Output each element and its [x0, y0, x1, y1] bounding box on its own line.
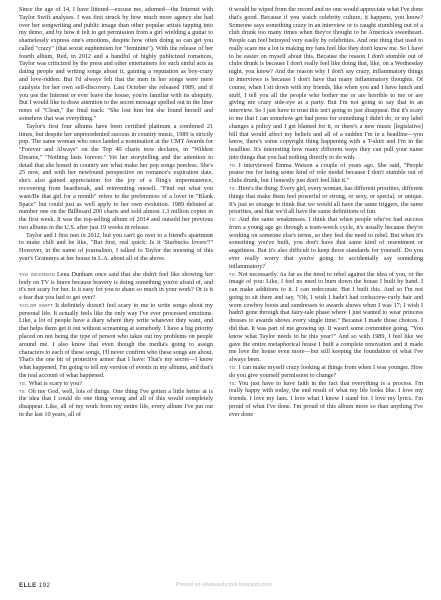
speaker-label: TG: — [229, 364, 237, 370]
question — [19, 380, 213, 388]
answer — [229, 185, 423, 216]
speaker-label: TG: — [229, 162, 237, 168]
question-text: I can make myself crazy looking at things from when I was younger. How do you give yourself permission to change? — [229, 363, 423, 379]
question-text: I interviewed Emma Watson a couple of years ago. She said, "People praise me for being some kind of role model because I don't stumble out of clubs drunk, but I honestly just don't feel like it." — [229, 161, 423, 185]
body-paragraph: Taylor's first four albums have been certified platinum a combined 21 times, but despite her unprecedented success in country music, 1989 is strictly pop. The same woman who once landed a nomination at the CMT Awards for "Forever and Always" on the Top 40 charts now declares, in "Wildest Dreams," "Nothing lasts forever." Yet her storytelling and the attention to detail that she honed in country are what make her pop songs peerless. She's 25 now, and with her newfound perspective on romance's expiration date, she's also gained appreciation for the joy of a fling's impermanence, recovering from heartbreak, and reinventing oneself. "Find out what you want/Be that girl for a month" refers to the preferences of a lover in "Blank Space" but could just as well apply to her own evolution. 1989 debuted at number one on the Billboard 200 charts and sold almost 1.3 million copies in the first week. It was the top-selling album of 2014 and outsold her previous two albums in the U.S. after just 19 weeks in release. — [19, 122, 213, 231]
question — [229, 162, 423, 185]
page-folio — [19, 582, 50, 589]
answer-text: It definitely doesn't feel scary to me to write songs about my personal life. It actually feels like the only way I've ever processed emotions. Like, a lot of people have a diary where they write whatever they want, and that helps them get it out without screaming at somebody. I have a big priority placed on not being the type of person who takes out my problems on people around me. I also know that even though the media's going to assign characters to each of these songs, I'll never confirm who these songs are about. That's the one bit of protective armor that I have: That's my secret—I know what happened, I'm going to tell my version of events in my albums, and that's the real account of what happened. — [19, 301, 213, 379]
speaker-label: TAVI GEVINSON — [19, 271, 55, 277]
speaker-label: TS: — [19, 388, 27, 394]
answer-continued: it would be wiped from the record and no one would appreciate what I've done that's good. Because if you watch celebrity culture, it happens, you know? Someone says something crazy in an interview or is caught stumbling out of a club drunk too many times when they're thought to be America's sweetheart. People can feel betrayed very easily by celebrities. And one thing that used to really scare me a lot is making my fans feel like they don't know me. So I have to be easier on myself about this. Because the reason I don't stumble out of clubs drunk is because I don't really feel like doing that, like, on a Wednesday night, you know? And the reason why I don't say crazy, inflammatory things in interviews is because I don't have that many inflammatory thoughts. Of course, when I sit down with my friends, like when you and I have lunch and stuff, I tell you all the people who bother me or are horrible to me or are giving me crazy side-eye at a party. But I'm not going to say that in an interview. So I just have to trust this isn't going to just disappear. But it's scary to me that I can somehow get bad press for something I didn't do, or my label changes a policy and I get blamed for it, or there's a new music [legislative] bill that would affect my beliefs and all of a sudden I'm in a headline—you know, there's some copyright thing happening with a T-shirt and I'm in the headline. It's interesting how many different ways they can pull your name into things that you had nothing directly to do with. — [229, 6, 423, 161]
watermark: Posted on ellebeautyclub.blogspot.com — [176, 582, 272, 588]
right-column — [229, 6, 423, 418]
left-column — [19, 6, 213, 419]
speaker-label: TAYLOR SWIFT — [19, 302, 54, 308]
speaker-label: TG: — [19, 380, 27, 386]
question — [229, 216, 423, 270]
question-text: Lena Dunham once said that she didn't feel like showing her body on TV is brave because bravery is doing something you're afraid of, and it's not scary for her. Is it easy for you to share so much in your work? Or is it a fear that you had to get over? — [19, 270, 213, 302]
question-text: What is scary to you? — [28, 379, 82, 387]
page-number: 192 — [38, 582, 51, 589]
answer-text: Not necessarily. As far as the need to rebel against the idea of you, or the image of you: Like, I feel no need to burn down the house I built by hand. I can make additions to it. I can redecorate. But I built this. And so I'm not going to sit there and say, "Oh, I wish I hadn't had corkscrew-curly hair and worn cowboy boots and sundresses to awards shows when I was 17; I wish I hadn't gone through that fairy-tale phase where I just wanted to wear princess dresses to awards shows every single time." Because I made those choices. I did that. It was part of me growing up. It wasn't some committee going, "You know what Taylor needs to be this year?" And so with 1989, I feel like we gave the entire metaphorical house I built a complete renovation and it made me love the house even more—but still keeping the foundation of what I've always been. — [229, 270, 423, 364]
answer — [19, 388, 213, 419]
question — [229, 364, 423, 380]
magazine-brand: ELLE — [19, 582, 37, 589]
answer-text: Here's the thing: Every girl, every woman, has different priorities, different things that make them feel powerful or strong, or sexy, or special, or unique. It's just so strange to think that we would all have the same triggers, the same priorities, and that we'd all have the same definitions of fun. — [229, 184, 423, 216]
answer — [229, 271, 423, 364]
answer-text: You just have to have faith in the fact that everything is a process. I'm really happy with today, the end result of what my life looks like. I love my friends. I love my fans. I love what I know I stand for. I love my lyrics. I'm proud of what I've done. I'm proud of this album more so than anything I've ever done — [229, 379, 423, 418]
answer — [229, 380, 423, 419]
speaker-label: TS: — [229, 271, 237, 277]
answer-text: Oh my God, well, lots of things. One thing I've gotten a little better at is the idea that I could do one thing wrong and all of this would completely disappear. Like, all of my work from my entire life, every album I've put out in the last 10 years, all of — [19, 387, 213, 418]
body-paragraph: Taylor and I first met in 2012, but you can't go over to a friend's apartment to make chili and be like, "But first, real quick: Is it 'Starbucks lovers'?" However, in the name of journalism, I talked to Taylor the morning of this year's Grammys at her house in L.A. about all of the above. — [19, 231, 213, 262]
speaker-label: TS: — [229, 185, 237, 191]
speaker-label: TG: — [229, 217, 237, 223]
question-text: And the same weaknesses. I think that when people who've had success from a young age go through a train-wreck cycle, it's usually because they're working on someone else's terms, so they feel the need to rebel. But when it's something you've built, you don't have that same kind of resentment or angstiness. But it's also difficult to keep those standards for yourself. Do you ever really worry that you're going to accidentally say something inflammatory? — [229, 216, 423, 270]
speaker-label: TS: — [229, 380, 237, 386]
question — [19, 271, 213, 302]
answer — [19, 302, 213, 380]
intro-paragraph: Since the age of 14, I have littered—excuse me, adorned—the Internet with Taylor Swift analyses. I was first struck by how much more agency she had over her songwriting and public image than other popular artists tapping into my demo, and by how it felt to get permission from a girl wielding a guitar to shamelessly express one's emotions, despite how often doing so can get you called "crazy" (that sexist euphemism for "feminine"). With the release of her fourth album, Red, in 2012 and a handful of highly publicized romances, Taylor was criticized by the press and other entertainers for such sinful acts as dating people and writing songs about it, gaining a reputation as boy-crazy and love-ridden. But I'd always felt that the men in her songs were mere catalysts for her own self-discovery. Last October she released 1989, and if you use the Internet or ever leave the house, you're familiar with its ubiquity. But I would like to draw attention to the secret message spelled out in the liner notes of "Clean," the final track: "She lost him but she found herself and somehow that was everything." — [19, 6, 213, 122]
